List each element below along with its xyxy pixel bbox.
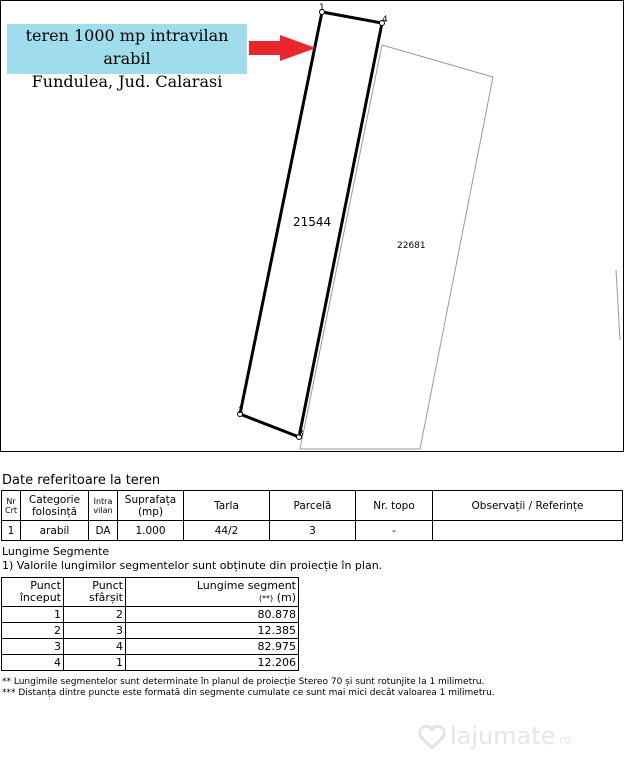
parcel-table — [1, 490, 623, 541]
header-punct-sfarsit: Punct sfârșit — [64, 578, 126, 607]
cell-length: 12.385 — [126, 623, 299, 639]
parcel-main-number: 21544 — [293, 215, 332, 229]
segments-heading — [2, 545, 382, 573]
header-tarla: Tarla — [184, 491, 270, 521]
cell-intravilan: DA — [89, 521, 118, 541]
watermark-brand: lajumate — [450, 722, 556, 750]
point-4-label: 4 — [382, 15, 388, 25]
segment-table-header — [2, 578, 299, 607]
footnote-1: ** Lungimile segmentelor sunt determinate în planul de proiecție Stereo 70 și sunt rotunjite la 1 milimetru. — [2, 677, 485, 687]
cell-end: 3 — [64, 623, 126, 639]
cell-end: 2 — [64, 607, 126, 623]
cell-length: 12.206 — [126, 655, 299, 671]
segments-note: 1) Valorile lungimilor segmentelor sunt obținute din proiecție în plan. — [2, 559, 383, 572]
cell-end: 4 — [64, 639, 126, 655]
callout-line-1: teren 1000 mp intravilan arabil — [25, 26, 229, 68]
table-row — [2, 623, 299, 639]
point-3-label: 3 — [298, 429, 304, 439]
cell-tarla: 44/2 — [184, 521, 270, 541]
segment-table — [1, 577, 299, 671]
table-row — [2, 607, 299, 623]
listing-callout — [7, 24, 247, 91]
table-row — [2, 521, 623, 541]
cell-categorie: arabil — [21, 521, 89, 541]
header-suprafata: Suprafața (mp) — [118, 491, 184, 521]
header-lungime — [126, 578, 299, 607]
cell-parcela: 3 — [270, 521, 356, 541]
cell-length: 80.878 — [126, 607, 299, 623]
cell-nr: 1 — [2, 521, 21, 541]
table-row — [2, 655, 299, 671]
cell-suprafata: 1.000 — [118, 521, 184, 541]
cell-observatii — [433, 521, 623, 541]
header-lungime-label: Lungime segment — [196, 578, 296, 592]
section-title: Date referitoare la teren — [2, 473, 161, 488]
cell-start: 4 — [2, 655, 64, 671]
header-parcela: Parcelă — [270, 491, 356, 521]
segments-title: Lungime Segmente — [2, 545, 110, 558]
cell-start: 2 — [2, 623, 64, 639]
footnotes — [2, 677, 495, 699]
point-2-label: 2 — [238, 406, 244, 416]
watermark-tld: .ro — [555, 733, 572, 747]
cell-length: 82.975 — [126, 639, 299, 655]
parcel-table-header — [2, 491, 623, 521]
header-punct-inceput: Punct început — [2, 578, 64, 607]
unit-marker: (**) — [258, 593, 274, 603]
header-nr-topo: Nr. topo — [356, 491, 433, 521]
header-nr-crt: Nr Crt — [2, 491, 21, 521]
header-categorie: Categorie folosință — [21, 491, 89, 521]
cell-end: 1 — [64, 655, 126, 671]
cell-nr-topo: - — [356, 521, 433, 541]
cell-start: 1 — [2, 607, 64, 623]
cell-start: 3 — [2, 639, 64, 655]
footnote-2: *** Distanța dintre puncte este formată din segmente cumulate ce sunt mai mici decât valoarea 1 milimetru. — [2, 688, 495, 698]
parcel-neighbor-number: 22681 — [397, 241, 426, 251]
point-1-label: 1 — [319, 3, 325, 13]
table-row — [2, 639, 299, 655]
header-intravilan: Intra vilan — [89, 491, 118, 521]
unit-label: (m) — [276, 590, 296, 604]
header-observatii: Observații / Referințe — [433, 491, 623, 521]
watermark — [420, 722, 571, 750]
callout-line-2: Fundulea, Jud. Calarasi — [31, 72, 223, 91]
